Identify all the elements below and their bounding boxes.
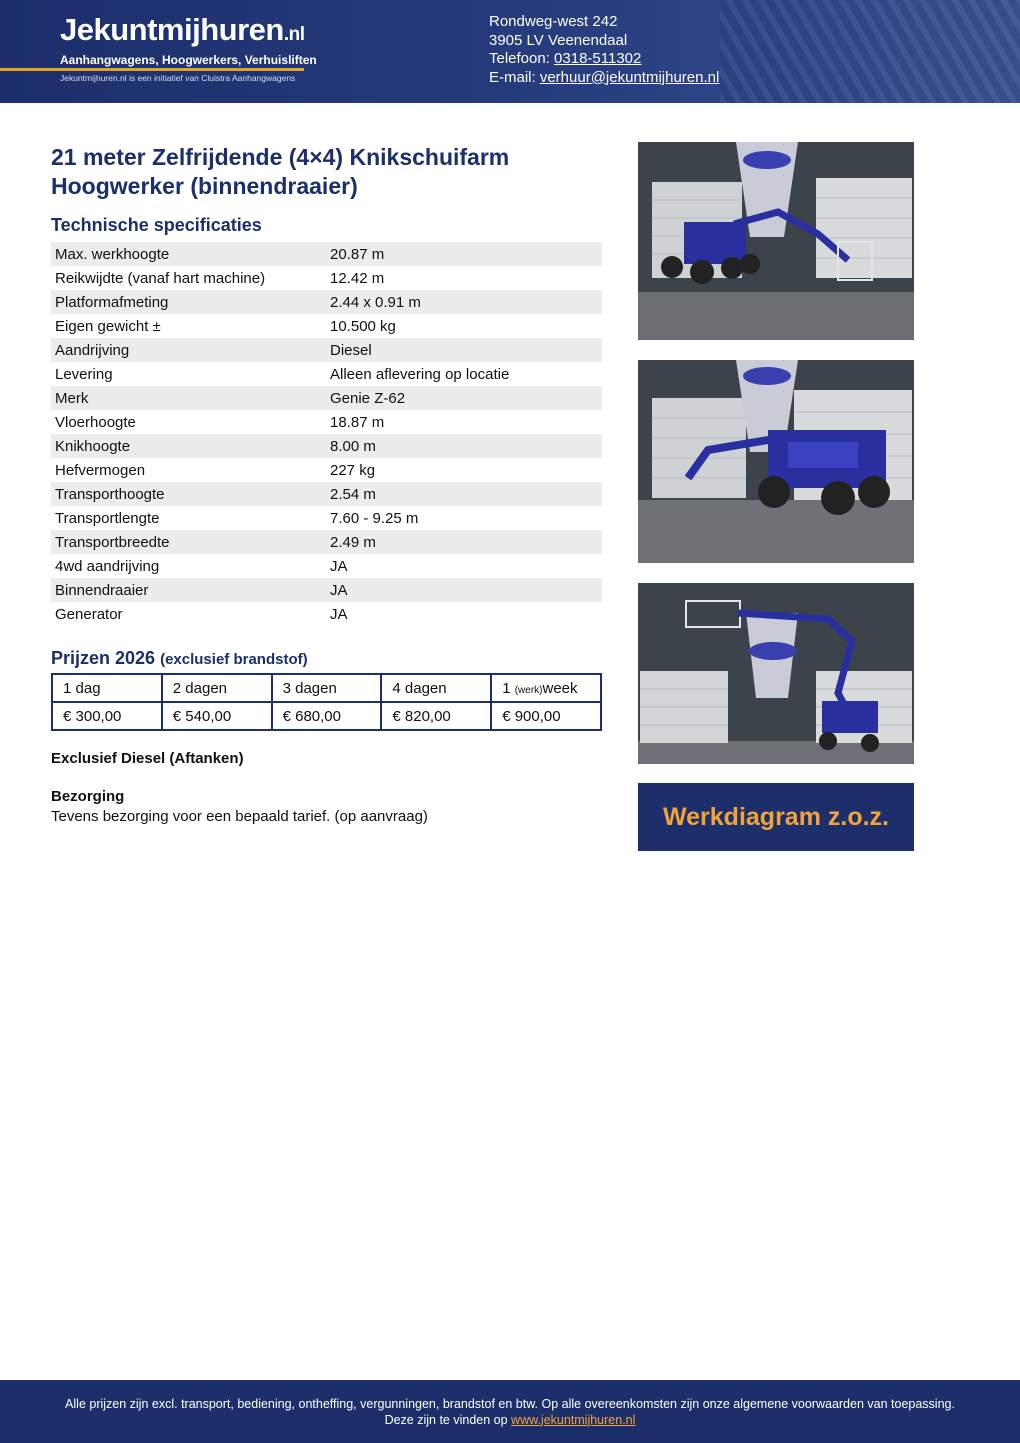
email-line: E-mail: verhuur@jekuntmijhuren.nl xyxy=(489,68,720,86)
spec-row xyxy=(51,314,602,338)
spec-value: 2.44 x 0.91 m xyxy=(330,293,421,311)
spec-value: JA xyxy=(330,581,348,599)
spec-row xyxy=(51,410,602,434)
period-3-days: 3 dagen xyxy=(272,674,382,702)
spec-row xyxy=(51,386,602,410)
spec-label: Knikhoogte xyxy=(55,437,131,455)
email-link[interactable]: verhuur@jekuntmijhuren.nl xyxy=(539,68,720,86)
page-footer xyxy=(0,1380,1020,1443)
logo-underline xyxy=(0,68,304,71)
spec-row xyxy=(51,338,602,362)
spec-label: Merk xyxy=(55,389,89,407)
spec-row xyxy=(51,434,602,458)
spec-value: Diesel xyxy=(330,341,372,359)
product-photo-2[interactable] xyxy=(638,360,914,563)
spec-row xyxy=(51,266,602,290)
page-header xyxy=(0,0,1020,103)
spec-label: Vloerhoogte xyxy=(55,413,136,431)
spec-label: Platformafmeting xyxy=(55,293,169,311)
header-background-photo xyxy=(720,0,1020,103)
product-photo-1[interactable] xyxy=(638,142,914,340)
footer-website-link[interactable]: www.jekuntmijhuren.nl xyxy=(511,1412,636,1427)
price-table xyxy=(51,673,602,731)
spec-value: 20.87 m xyxy=(330,245,385,263)
spec-value: Genie Z-62 xyxy=(330,389,406,407)
price-3-days: € 680,00 xyxy=(272,702,382,730)
price-header-row xyxy=(52,674,601,702)
address-line-1: Rondweg-west 242 xyxy=(489,13,618,30)
footer-disclaimer: Alle prijzen zijn excl. transport, bediening, ontheffing, vergunningen, brandstof en btw. Op alle overeenkomsten zijn onze algemene voorwaarden van toepassing. xyxy=(65,1397,955,1411)
spec-value: Alleen aflevering op locatie xyxy=(330,365,510,383)
logo[interactable] xyxy=(60,12,317,67)
spec-value: 7.60 - 9.25 m xyxy=(330,509,419,527)
spec-label: Reikwijdte (vanaf hart machine) xyxy=(55,269,266,287)
specs-heading: Technische specificaties xyxy=(51,215,262,235)
spec-label: Generator xyxy=(55,605,123,623)
spec-value: 2.54 m xyxy=(330,485,376,503)
phone-line: Telefoon: 0318-511302 xyxy=(489,50,642,67)
footer-terms-line: Deze zijn te vinden op www.jekuntmijhuren.nl xyxy=(384,1412,636,1427)
spec-value: JA xyxy=(330,557,348,575)
spec-row xyxy=(51,578,602,602)
delivery-text: Tevens bezorging voor een bepaald tarief. (op aanvraag) xyxy=(51,808,428,825)
spec-label: Binnendraaier xyxy=(55,581,149,599)
specs-table xyxy=(51,242,602,626)
period-1-day: 1 dag xyxy=(52,674,162,702)
price-1-day: € 300,00 xyxy=(52,702,162,730)
spec-value: 227 kg xyxy=(330,461,376,479)
spec-label: Hefvermogen xyxy=(55,461,146,479)
spec-value: JA xyxy=(330,605,348,623)
prices-heading: Prijzen 2026 (exclusief brandstof) xyxy=(51,648,308,668)
spec-row xyxy=(51,482,602,506)
product-photo-3[interactable] xyxy=(638,583,914,764)
address-line-2: 3905 LV Veenendaal xyxy=(489,31,628,49)
price-4-days: € 820,00 xyxy=(381,702,491,730)
price-week: € 900,00 xyxy=(491,702,601,730)
phone-link[interactable]: 0318-511302 xyxy=(554,50,642,67)
spec-label: Levering xyxy=(55,365,113,383)
spec-row xyxy=(51,290,602,314)
spec-label: Eigen gewicht ± xyxy=(55,317,161,335)
spec-row xyxy=(51,242,602,266)
logo-wordmark: Jekuntmijhuren.nl xyxy=(60,12,305,47)
werkdiagram-button[interactable]: Werkdiagram z.o.z. xyxy=(638,783,914,851)
fuel-note: Exclusief Diesel (Aftanken) xyxy=(51,750,244,767)
spec-row xyxy=(51,554,602,578)
spec-value: 18.87 m xyxy=(330,413,385,431)
spec-value: 12.42 m xyxy=(330,269,385,287)
spec-row xyxy=(51,506,602,530)
period-2-days: 2 dagen xyxy=(162,674,272,702)
spec-label: Transporthoogte xyxy=(55,485,165,503)
spec-label: 4wd aandrijving xyxy=(55,557,160,575)
spec-value: 8.00 m xyxy=(330,437,376,455)
price-amount-row xyxy=(52,702,601,730)
spec-row xyxy=(51,530,602,554)
spec-label: Transportbreedte xyxy=(55,533,170,551)
price-2-days: € 540,00 xyxy=(162,702,272,730)
spec-label: Transportlengte xyxy=(55,509,160,527)
delivery-heading: Bezorging xyxy=(51,788,125,805)
spec-value: 10.500 kg xyxy=(330,317,396,335)
page-title: 21 meter Zelfrijdende (4×4) Knikschuifarm Hoogwerker (binnendraaier) xyxy=(51,144,510,199)
spec-row xyxy=(51,458,602,482)
period-4-days: 4 dagen xyxy=(381,674,491,702)
logo-initiative-text: Jekuntmijhuren.nl is een initiatief van Cluistra Aanhangwagens xyxy=(60,73,296,83)
spec-label: Aandrijving xyxy=(55,341,130,359)
spec-row xyxy=(51,362,602,386)
period-week: 1 (werk)week xyxy=(491,674,601,702)
spec-row xyxy=(51,602,602,626)
logo-tagline: Aanhangwagens, Hoogwerkers, Verhuisliften xyxy=(60,53,317,67)
spec-label: Max. werkhoogte xyxy=(55,245,170,263)
spec-value: 2.49 m xyxy=(330,533,376,551)
contact-info xyxy=(489,13,719,87)
